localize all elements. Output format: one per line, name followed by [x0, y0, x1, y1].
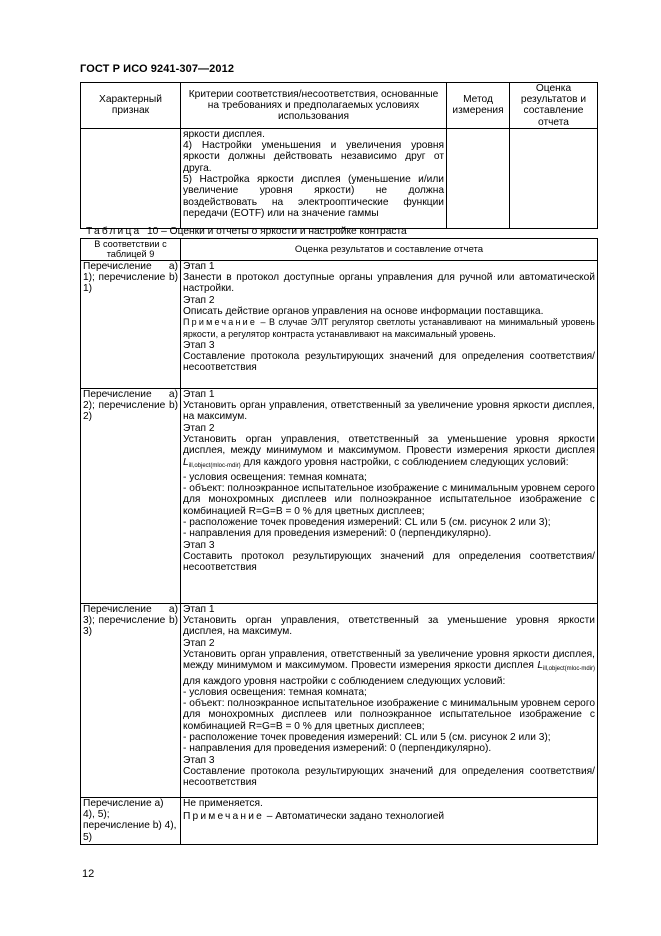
condition-item: - объект: полноэкранное испытательное изображение с минимальным уровнем серого для монохромных дисплеев или полноэкранное испытательное изображение с комбинацией R=G=B = 0 % для цветных дисплеев;: [183, 698, 595, 732]
row-content: [181, 388, 598, 603]
condition-item: - направления для проведения измерений: 0 (перпендикулярно).: [183, 743, 492, 755]
note-text: – Автоматически задано технологией: [263, 811, 445, 823]
criteria-cell: [181, 128, 447, 228]
col-header-report: Оценка результатов и составление отчета: [510, 83, 598, 129]
stage-label: Этап 3: [183, 339, 215, 351]
stage-label: Этап 2: [183, 637, 215, 649]
caption-word: Таблица: [86, 226, 142, 237]
criteria-line: 5) Настройка яркости дисплея (уменьшение и/или увеличение уровня яркости) не должна воздействовать на электрооптические функции передачи (EOTF) или на значение гаммы: [183, 174, 444, 219]
luminance-subscript: ill,object(mloc-mdir): [188, 462, 241, 469]
table-row: [81, 797, 598, 844]
luminance-symbol: L: [183, 456, 189, 468]
table-row: [81, 388, 598, 603]
note: [183, 317, 595, 340]
stage-label: Этап 1: [183, 260, 215, 272]
stage-label: Этап 1: [183, 603, 215, 615]
criteria-line: 4) Настройки уменьшения и увеличения уровня яркости должны действовать независимо друг от друга.: [183, 140, 444, 174]
empty-cell: [510, 128, 598, 228]
col-header-method: Метод измерения: [447, 83, 510, 129]
table-10: [80, 238, 598, 845]
row-ref: Перечисление а) 4), 5); перечисление b) 4), 5): [81, 797, 181, 844]
stage-text: Составление протокола результирующих значений для определения соответствия/несоответствия: [183, 351, 595, 374]
stage-text: Занести в протокол доступные органы управления для ручной или автоматической настройки.: [183, 272, 595, 295]
row-ref: Перечисление а) 1); перечисление b) 1): [81, 260, 181, 388]
table-row: [81, 260, 598, 388]
stage-text: Установить орган управления, ответственный за увеличение уровня яркости дисплея, на максимум.: [183, 400, 595, 423]
stage-text: Установить орган управления, ответственный за уменьшение уровня яркости дисплея, на максимум.: [183, 615, 595, 638]
criteria-line: яркости дисплея.: [183, 128, 265, 140]
document-header: ГОСТ Р ИСО 9241-307—2012: [80, 63, 235, 75]
col-header-assessment: Оценка результатов и составление отчета: [181, 239, 598, 261]
condition-item: - направления для проведения измерений: 0 (перпендикулярно).: [183, 528, 492, 540]
stage-text-b: для каждого уровня настройки с соблюдением следующих условий:: [183, 675, 506, 687]
stage-text: Не применяется.: [183, 797, 263, 809]
note-word: Примечание: [183, 317, 258, 328]
note-text: – В случае ЭЛТ регулятор светлоты устанавливают на минимальный уровень яркости, а регулятор контраста устанавливают на максимальный уровень.: [183, 317, 595, 339]
continued-table: [80, 82, 598, 229]
stage-label: Этап 2: [183, 294, 215, 306]
note: [183, 811, 595, 822]
col-header-criteria: Критерии соответствия/несоответствия, основанные на требованиях и предполагаемых условиях использования: [181, 83, 447, 129]
condition-item: - условия освещения: темная комната;: [183, 471, 367, 483]
stage-label: Этап 3: [183, 539, 215, 551]
page-number: 12: [82, 868, 95, 880]
row-ref: Перечисление а) 2); перечисление b) 2): [81, 388, 181, 603]
stage-label: Этап 3: [183, 754, 215, 766]
stage-text-a: Установить орган управления, ответственный за увеличение уровня яркости дисплея, между минимумом и максимумом. Провести измерения яркости дисплея: [183, 649, 595, 672]
note-word: Примечание: [183, 811, 264, 823]
stage-text: Составить протокол результирующих значений для определения соответствия/несоответствия: [183, 550, 595, 574]
stage-text: Описать действие органов управления на основе информации поставщика.: [183, 306, 544, 317]
condition-item: - расположение точек проведения измерений: CL или 5 (см. рисунок 2 или 3);: [183, 732, 551, 744]
luminance-subscript: ill,object(mloc-mdir): [542, 666, 595, 673]
stage-label: Этап 2: [183, 422, 215, 434]
row-ref: Перечисление а) 3); перечисление b) 3): [81, 603, 181, 797]
luminance-symbol: L: [537, 660, 543, 672]
stage-text: Составление протокола результирующих значений для определения соответствия/несоответствия: [183, 765, 595, 789]
table-row: [81, 603, 598, 797]
col-header-feature: Характерный признак: [81, 83, 181, 129]
row-content: [181, 260, 598, 388]
empty-cell: [447, 128, 510, 228]
stage-text-b: для каждого уровня настройки, с соблюдением следующих условий:: [240, 456, 569, 468]
stage-text-a: Установить орган управления, ответственный за уменьшение уровня яркости дисплея, между минимумом и максимумом. Провести измерения яркости дисплея: [183, 434, 595, 457]
row-content: [181, 603, 598, 797]
stage-label: Этап 1: [183, 388, 215, 400]
empty-cell: [81, 128, 181, 228]
col-header-ref: В соответствии с таблицей 9: [81, 239, 181, 261]
stage-text: [183, 434, 595, 472]
condition-item: - расположение точек проведения измерений: CL или 5 (см. рисунок 2 или 3);: [183, 517, 551, 529]
table-caption: [86, 226, 407, 237]
row-content: [181, 797, 598, 844]
stage-text: [183, 649, 595, 687]
condition-item: - условия освещения: темная комната;: [183, 686, 367, 698]
caption-text: 10 – Оценки и отчеты о яркости и настройке контраста: [147, 226, 407, 237]
condition-item: - объект: полноэкранное испытательное изображение с минимальным уровнем серого для монохромных дисплеев или полноэкранное испытательное изображение с комбинацией R=G=B = 0 % для цветных дисплеев;: [183, 483, 595, 517]
